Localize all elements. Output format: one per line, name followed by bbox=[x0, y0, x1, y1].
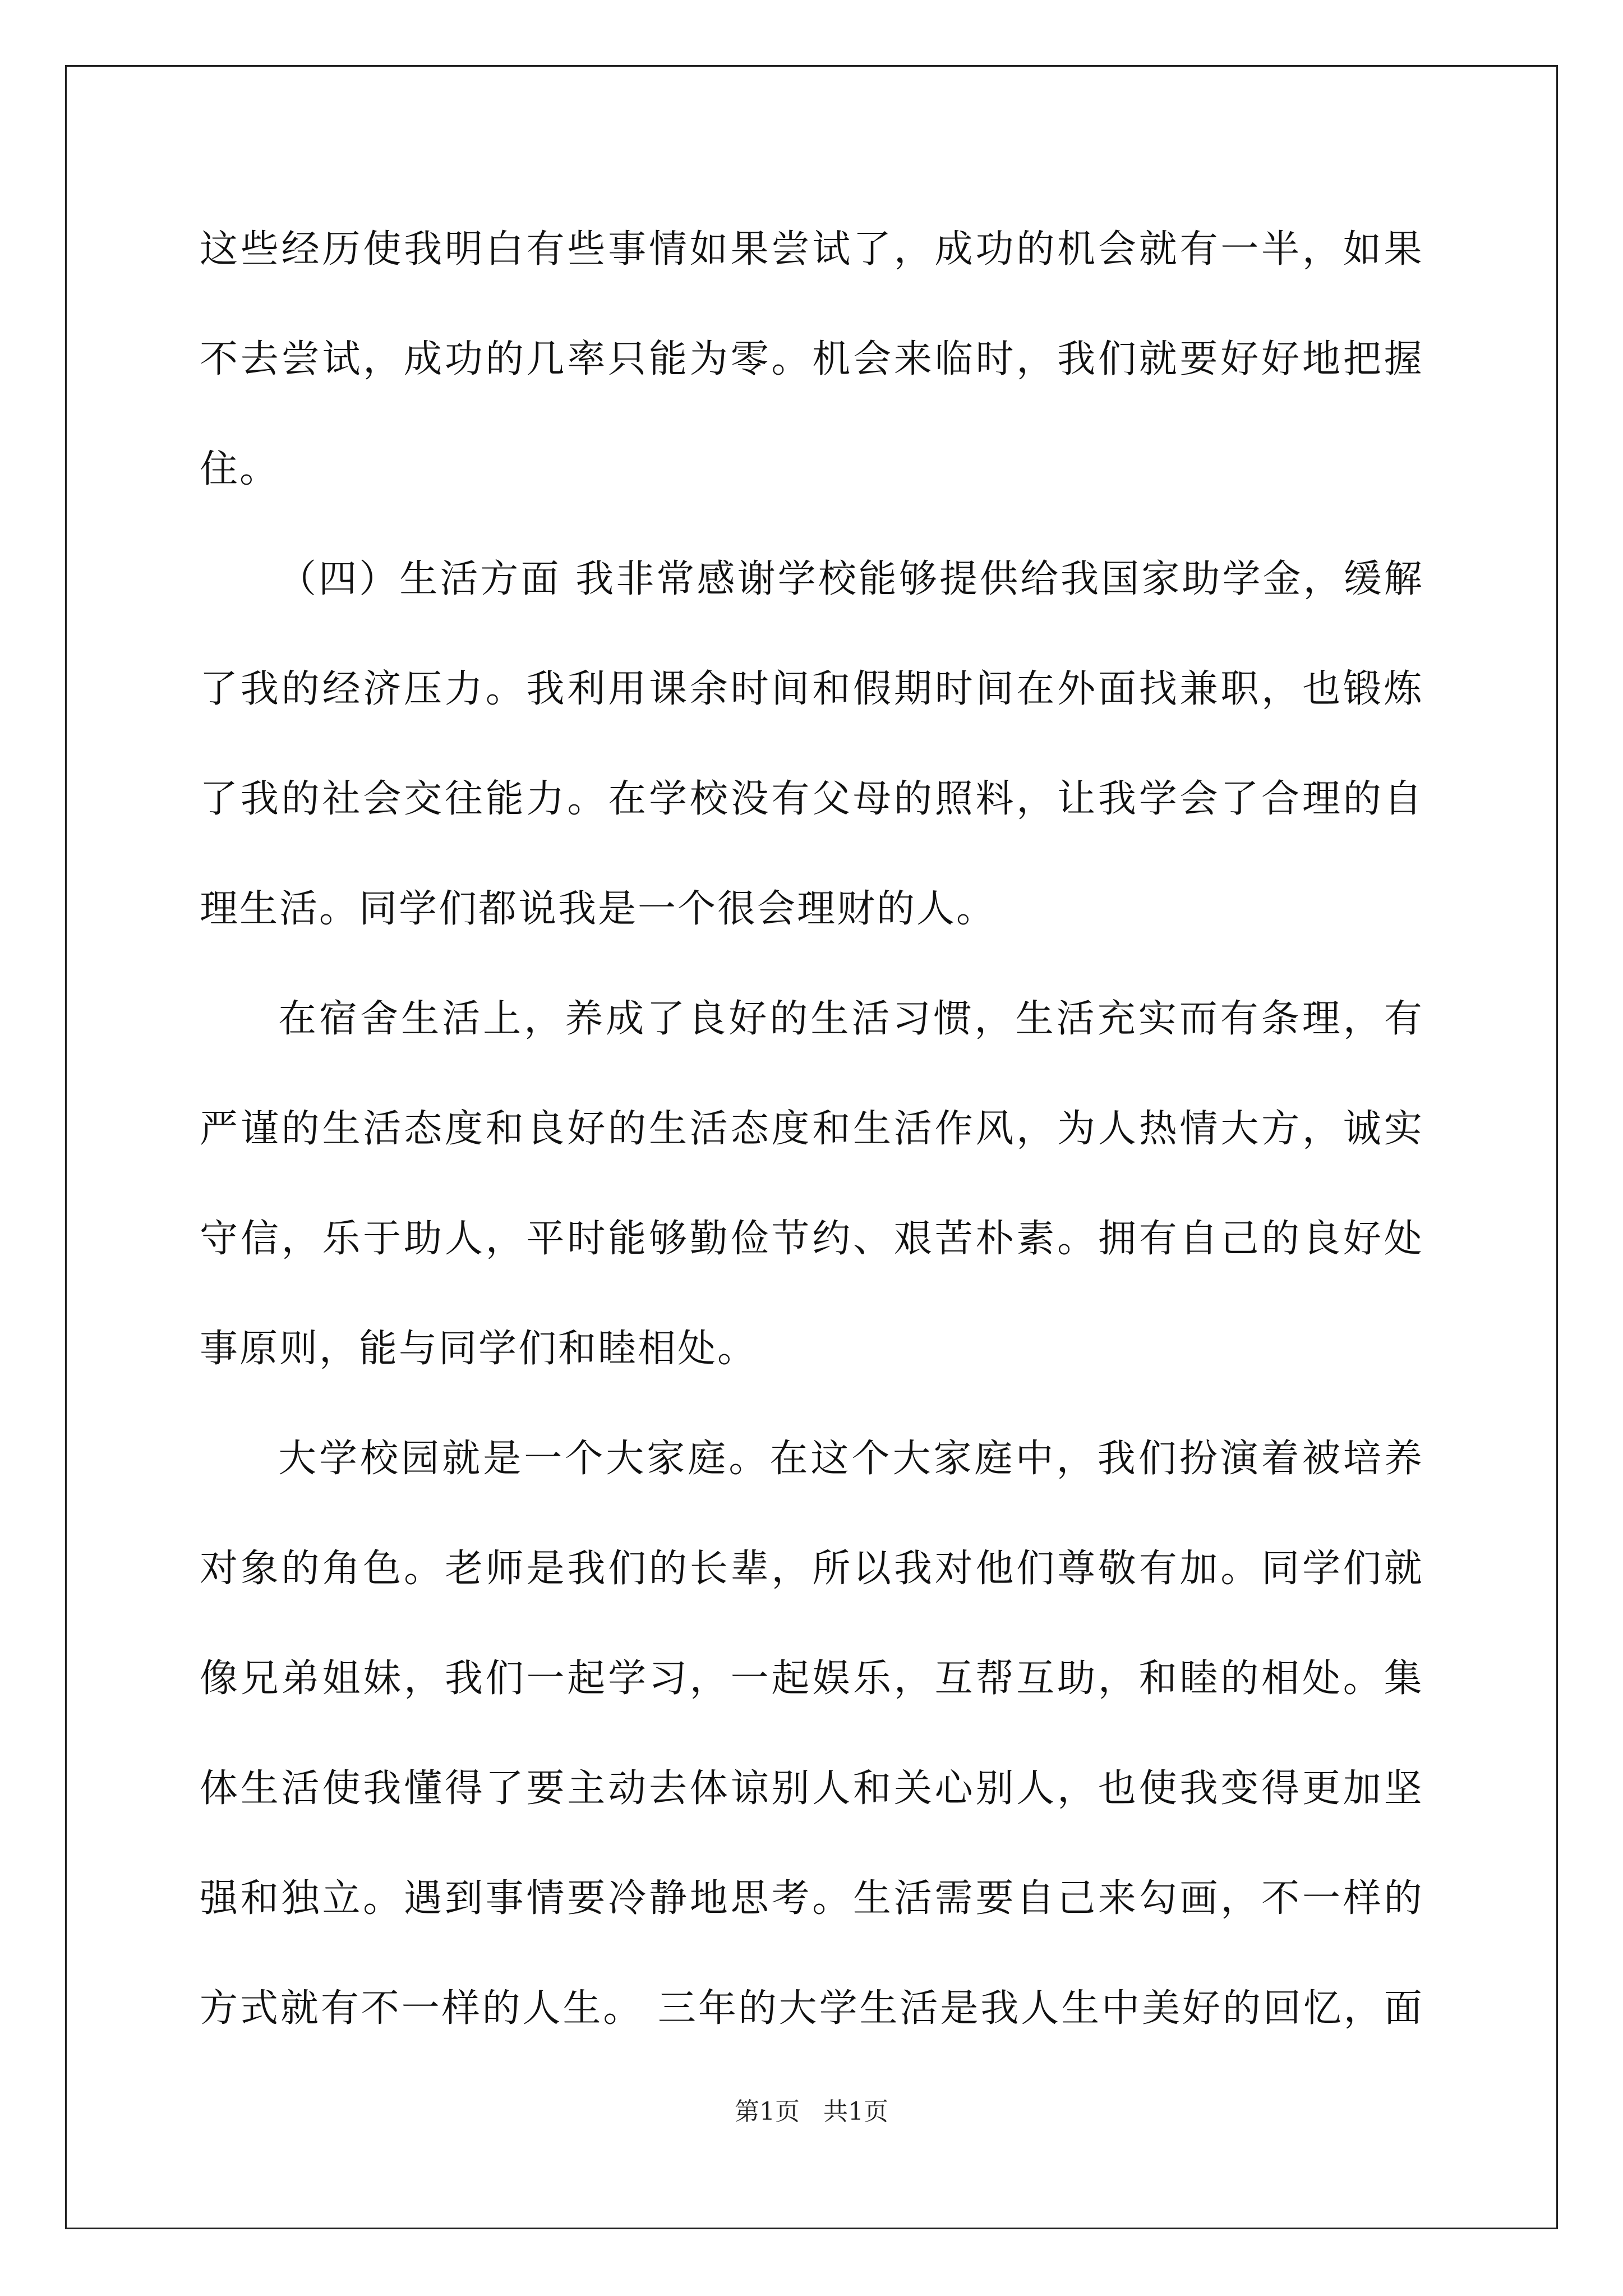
text-line: 这 些 经 历 使 我 明 白 有 些 事 情 如 果 尝 试 了 ， 成 功 的 机 会 就 有 一 半 ， 如 果 bbox=[200, 227, 1422, 272]
text-line: 强 和 独 立 。 遇 到 事 情 要 冷 静 地 思 考 。 生 活 需 要 自 己 来 勾 画 ， 不 一 样 的 bbox=[200, 1876, 1422, 1921]
text-line: 了 我 的 社 会 交 往 能 力 。 在 学 校 没 有 父 母 的 照 料 ， 让 我 学 会 了 合 理 的 自 bbox=[200, 777, 1422, 821]
text-line: 方 式 就 有 不 一 样 的 人 生 。 三 年 的 大 学 生 活 是 我 人 生 中 美 好 的 回 忆 ， 面 bbox=[200, 1986, 1422, 2031]
page-footer bbox=[0, 2091, 1623, 2127]
document-body bbox=[200, 208, 1422, 2077]
text-line: 不 去 尝 试 ， 成 功 的 几 率 只 能 为 零 。 机 会 来 临 时 ， 我 们 就 要 好 好 地 把 握 bbox=[200, 337, 1422, 381]
text-line: 体 生 活 使 我 懂 得 了 要 主 动 去 体 谅 别 人 和 关 心 别 人 ， 也 使 我 变 得 更 加 坚 bbox=[200, 1766, 1422, 1811]
text-line: 严 谨 的 生 活 态 度 和 良 好 的 生 活 态 度 和 生 活 作 风 ， 为 人 热 情 大 方 ， 诚 实 bbox=[200, 1107, 1422, 1151]
text-line: 理生活。同学们都说我是一个很会理财的人。 bbox=[200, 887, 997, 931]
text-line: 守 信 ， 乐 于 助 人 ， 平 时 能 够 勤 俭 节 约 、 艰 苦 朴 素 。 拥 有 自 己 的 良 好 处 bbox=[200, 1217, 1422, 1261]
text-line: 像 兄 弟 姐 妹 ， 我 们 一 起 学 习 ， 一 起 娱 乐 ， 互 帮 互 助 ， 和 睦 的 相 处 。 集 bbox=[200, 1657, 1422, 1701]
text-line: 对 象 的 角 色 。 老 师 是 我 们 的 长 辈 ， 所 以 我 对 他 们 尊 敬 有 加 。 同 学 们 就 bbox=[200, 1547, 1422, 1591]
page-number-total: 共1页 bbox=[823, 2097, 888, 2126]
text-line: 大 学 校 园 就 是 一 个 大 家 庭 。 在 这 个 大 家 庭 中 ， 我 们 扮 演 着 被 培 养 bbox=[278, 1437, 1422, 1481]
text-line: 了 我 的 经 济 压 力 。 我 利 用 课 余 时 间 和 假 期 时 间 在 外 面 找 兼 职 ， 也 锻 炼 bbox=[200, 667, 1422, 711]
text-line: （ 四 ） 生 活 方 面 我 非 常 感 谢 学 校 能 够 提 供 给 我 国 家 助 学 金 ， 缓 解 bbox=[278, 557, 1422, 601]
text-line: 事原则，能与同学们和睦相处。 bbox=[200, 1327, 758, 1371]
page-number-current: 第1页 bbox=[735, 2097, 800, 2126]
text-line: 在 宿 舍 生 活 上 ， 养 成 了 良 好 的 生 活 习 惯 ， 生 活 充 实 而 有 条 理 ， 有 bbox=[278, 997, 1422, 1041]
text-line: 住。 bbox=[200, 447, 280, 491]
